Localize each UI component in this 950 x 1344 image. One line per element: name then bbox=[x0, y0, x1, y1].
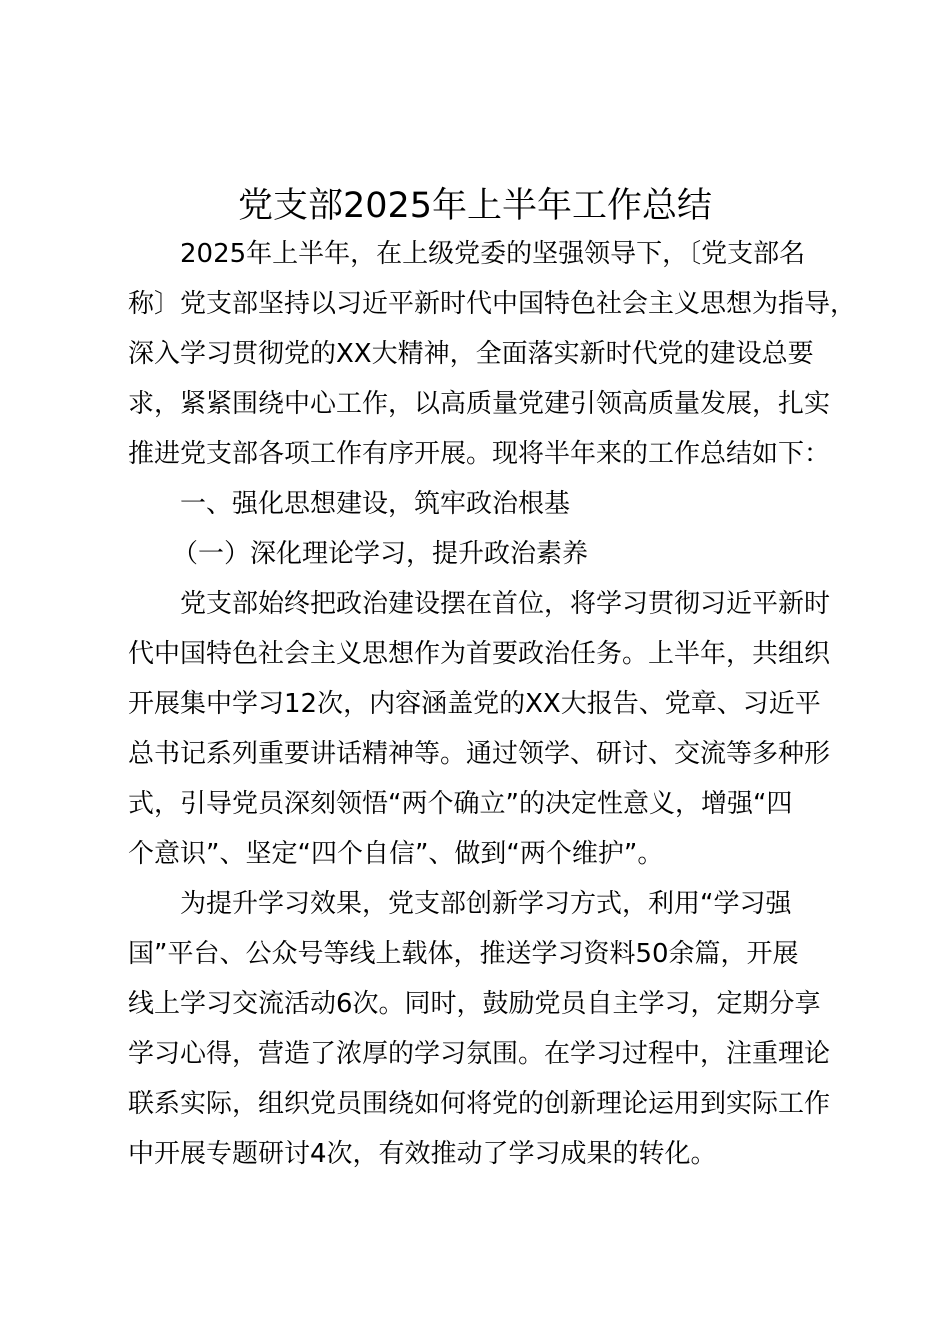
subsection-heading: （一）深化理论学习，提升政治素养 bbox=[172, 539, 589, 569]
section-heading: 一、强化思想建设，筑牢政治根基 bbox=[180, 489, 571, 519]
paragraph-line: 个意识”、坚定“四个自信”、做到“两个维护”。 bbox=[128, 839, 664, 869]
paragraph-line: 2025年上半年，在上级党委的坚强领导下，〔党支部名 bbox=[180, 239, 806, 269]
paragraph-line: 学习心得，营造了浓厚的学习氛围。在学习过程中，注重理论 bbox=[128, 1039, 831, 1069]
paragraph-line: 式，引导党员深刻领悟“两个确立”的决定性意义，增强“四 bbox=[128, 789, 793, 819]
paragraph-line: 为提升学习效果，党支部创新学习方式，利用“学习强 bbox=[180, 889, 792, 919]
paragraph-line: 中开展专题研讨4次，有效推动了学习成果的转化。 bbox=[128, 1139, 717, 1169]
paragraph-line: 推进党支部各项工作有序开展。现将半年来的工作总结如下： bbox=[128, 439, 831, 469]
paragraph-line: 求，紧紧围绕中心工作，以高质量党建引领高质量发展，扎实 bbox=[128, 389, 831, 419]
paragraph-line: 党支部始终把政治建设摆在首位，将学习贯彻习近平新时 bbox=[180, 589, 831, 619]
paragraph-line: 国”平台、公众号等线上载体，推送学习资料50余篇，开展 bbox=[128, 939, 799, 969]
document-title: 党支部2025年上半年工作总结 bbox=[237, 186, 713, 226]
paragraph-line: 称〕党支部坚持以习近平新时代中国特色社会主义思想为指导， bbox=[128, 289, 857, 319]
paragraph-line: 总书记系列重要讲话精神等。通过领学、研讨、交流等多种形 bbox=[128, 739, 831, 769]
paragraph-line: 线上学习交流活动6次。同时，鼓励党员自主学习，定期分享 bbox=[128, 989, 821, 1019]
paragraph-line: 深入学习贯彻党的XX大精神，全面落实新时代党的建设总要 bbox=[128, 339, 814, 369]
paragraph-line: 开展集中学习12次，内容涵盖党的XX大报告、党章、习近平 bbox=[128, 689, 821, 719]
paragraph-line: 代中国特色社会主义思想作为首要政治任务。上半年，共组织 bbox=[128, 639, 831, 669]
paragraph-line: 联系实际，组织党员围绕如何将党的创新理论运用到实际工作 bbox=[128, 1089, 831, 1119]
